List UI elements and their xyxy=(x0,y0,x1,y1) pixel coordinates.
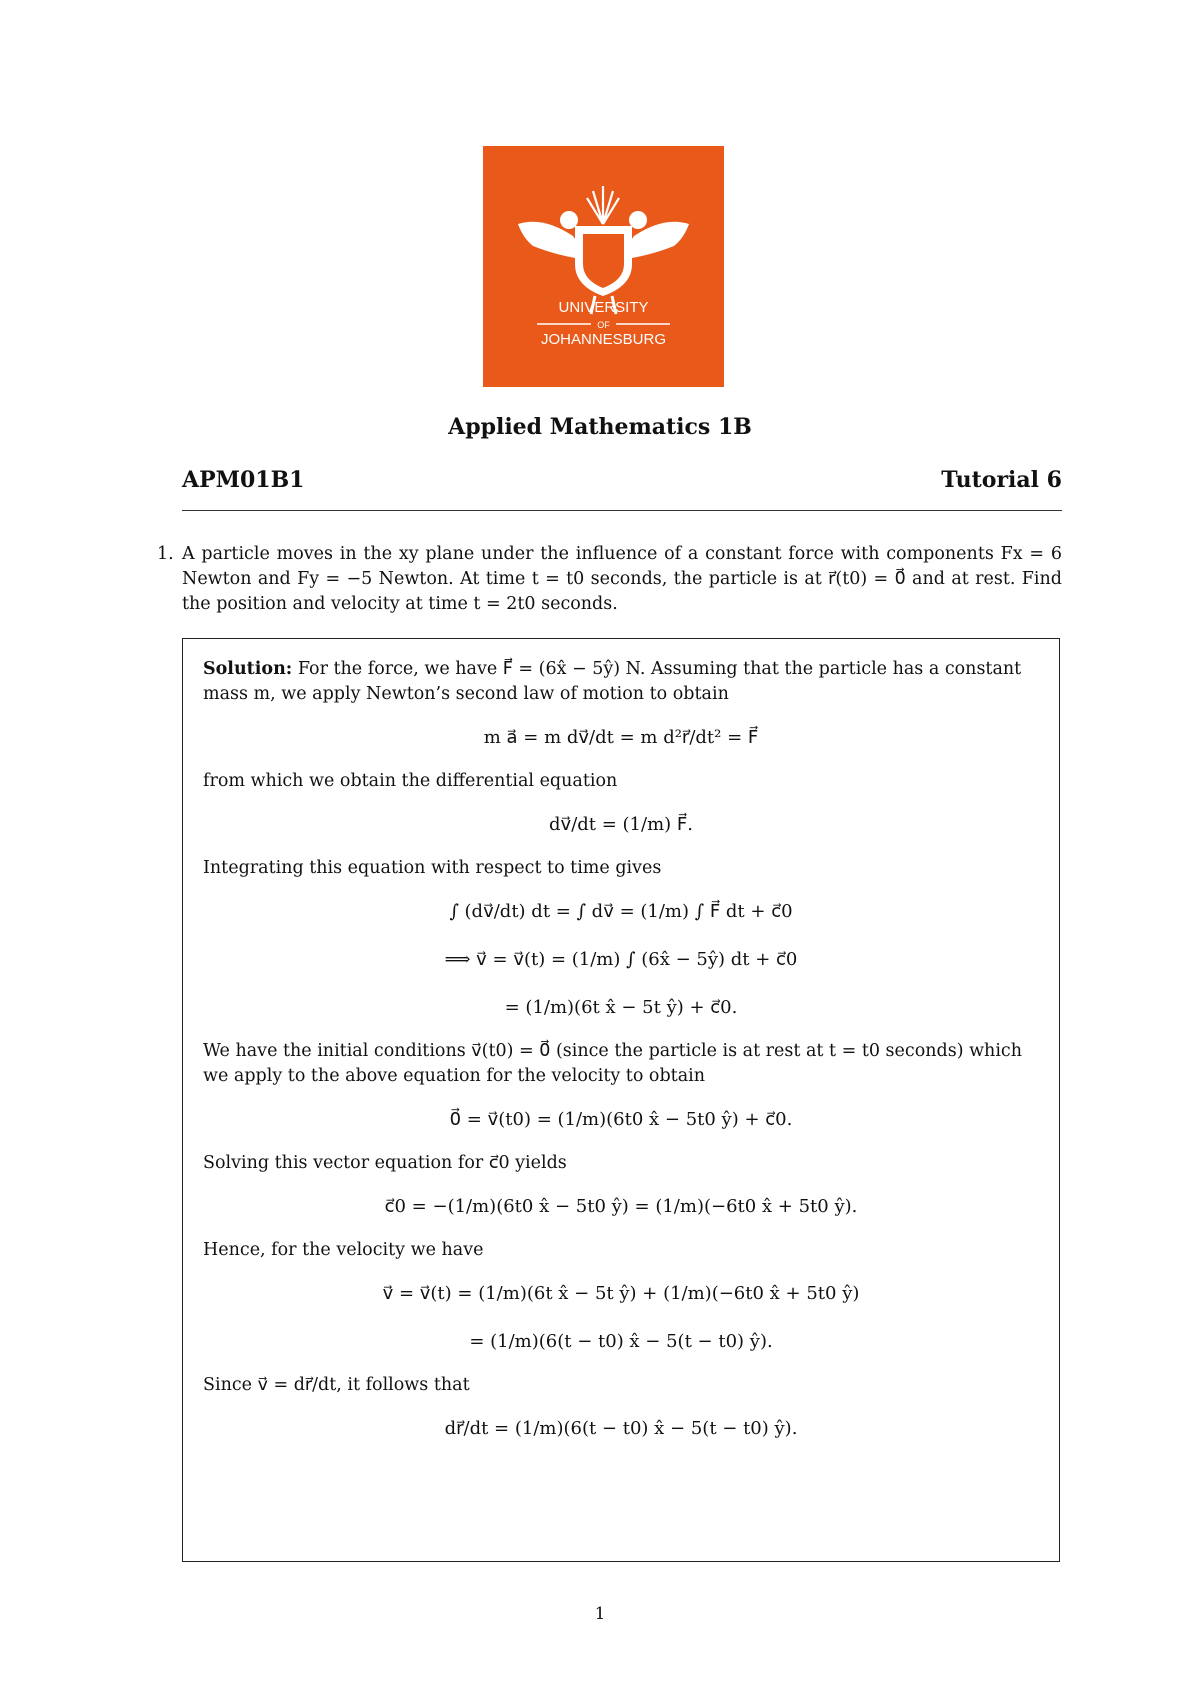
equation-newton: m a⃗ = m dv⃗/dt = m d²r⃗/dt² = F⃗ xyxy=(483,727,759,748)
problem-number: 1. xyxy=(157,544,174,564)
equation-velocity-1: v⃗ = v⃗(t) = (1/m)(6t x̂ − 5t ŷ) + (1/m)(−6t0 x̂ + 5t0 ŷ) xyxy=(382,1283,860,1304)
equation-ode: dv⃗/dt = (1/m) F⃗. xyxy=(549,814,693,835)
logo-line3: JOHANNESBURG xyxy=(540,331,667,348)
equation-integral-3: = (1/m)(6t x̂ − 5t ŷ) + c⃗0. xyxy=(504,997,738,1018)
problem-text: A particle moves in the xy plane under the influence of a constant force with components Fx = 6 Newton and Fy = −5 Newton. At time t = t0 seconds, the particle is at r⃗(t0) = 0⃗ and at rest. Find the position and velocity at time t = 2t0 seconds. xyxy=(182,544,1062,614)
solution-text-2: from which we obtain the differential equation xyxy=(203,771,618,791)
equation-initial: 0⃗ = v⃗(t0) = (1/m)(6t0 x̂ − 5t0 ŷ) + c⃗0. xyxy=(449,1109,793,1130)
course-title: Applied Mathematics 1B xyxy=(448,414,752,440)
header-rule xyxy=(182,510,1062,511)
problem-1 xyxy=(157,542,1062,617)
solution-text-3: Integrating this equation with respect to time gives xyxy=(203,858,662,878)
solution-label: Solution: xyxy=(203,659,293,679)
solution-intro xyxy=(203,657,1039,707)
solution-content xyxy=(203,657,1039,1460)
university-logo xyxy=(483,146,724,387)
equation-integral-2: ⟹ v⃗ = v⃗(t) = (1/m) ∫ (6x̂ − 5ŷ) dt + c⃗0 xyxy=(444,949,798,970)
tutorial-label: Tutorial 6 xyxy=(941,467,1062,493)
solution-text-6: Hence, for the velocity we have xyxy=(203,1240,484,1260)
equation-velocity-2: = (1/m)(6(t − t0) x̂ − 5(t − t0) ŷ). xyxy=(469,1331,773,1352)
solution-box xyxy=(182,638,1060,1562)
solution-text-7: Since v⃗ = dr⃗/dt, it follows that xyxy=(203,1375,470,1395)
logo-emblem-graphic xyxy=(483,146,724,387)
solution-text-4: We have the initial conditions v⃗(t0) = 0⃗ (since the particle is at rest at t = t0 seconds) which we apply to the above equation for the velocity to obtain xyxy=(203,1041,1022,1086)
equation-integral-1: ∫ (dv⃗/dt) dt = ∫ dv⃗ = (1/m) ∫ F⃗ dt + c⃗0 xyxy=(449,901,793,922)
page-number: 1 xyxy=(594,1604,606,1624)
solution-intro-text: For the force, we have F⃗ = (6x̂ − 5ŷ) N. Assuming that the particle has a constant mass m, we apply Newton’s second law of motion to obtain xyxy=(203,659,1022,704)
course-code: APM01B1 xyxy=(182,467,305,493)
equation-position-ode: dr⃗/dt = (1/m)(6(t − t0) x̂ − 5(t − t0) ŷ). xyxy=(444,1418,798,1439)
equation-constant: c⃗0 = −(1/m)(6t0 x̂ − 5t0 ŷ) = (1/m)(−6t0 x̂ + 5t0 ŷ). xyxy=(384,1196,858,1217)
logo-line1: UNIVERSITY xyxy=(558,299,649,316)
logo-line2: OF xyxy=(597,320,610,330)
solution-text-5: Solving this vector equation for c⃗0 yields xyxy=(203,1153,567,1173)
